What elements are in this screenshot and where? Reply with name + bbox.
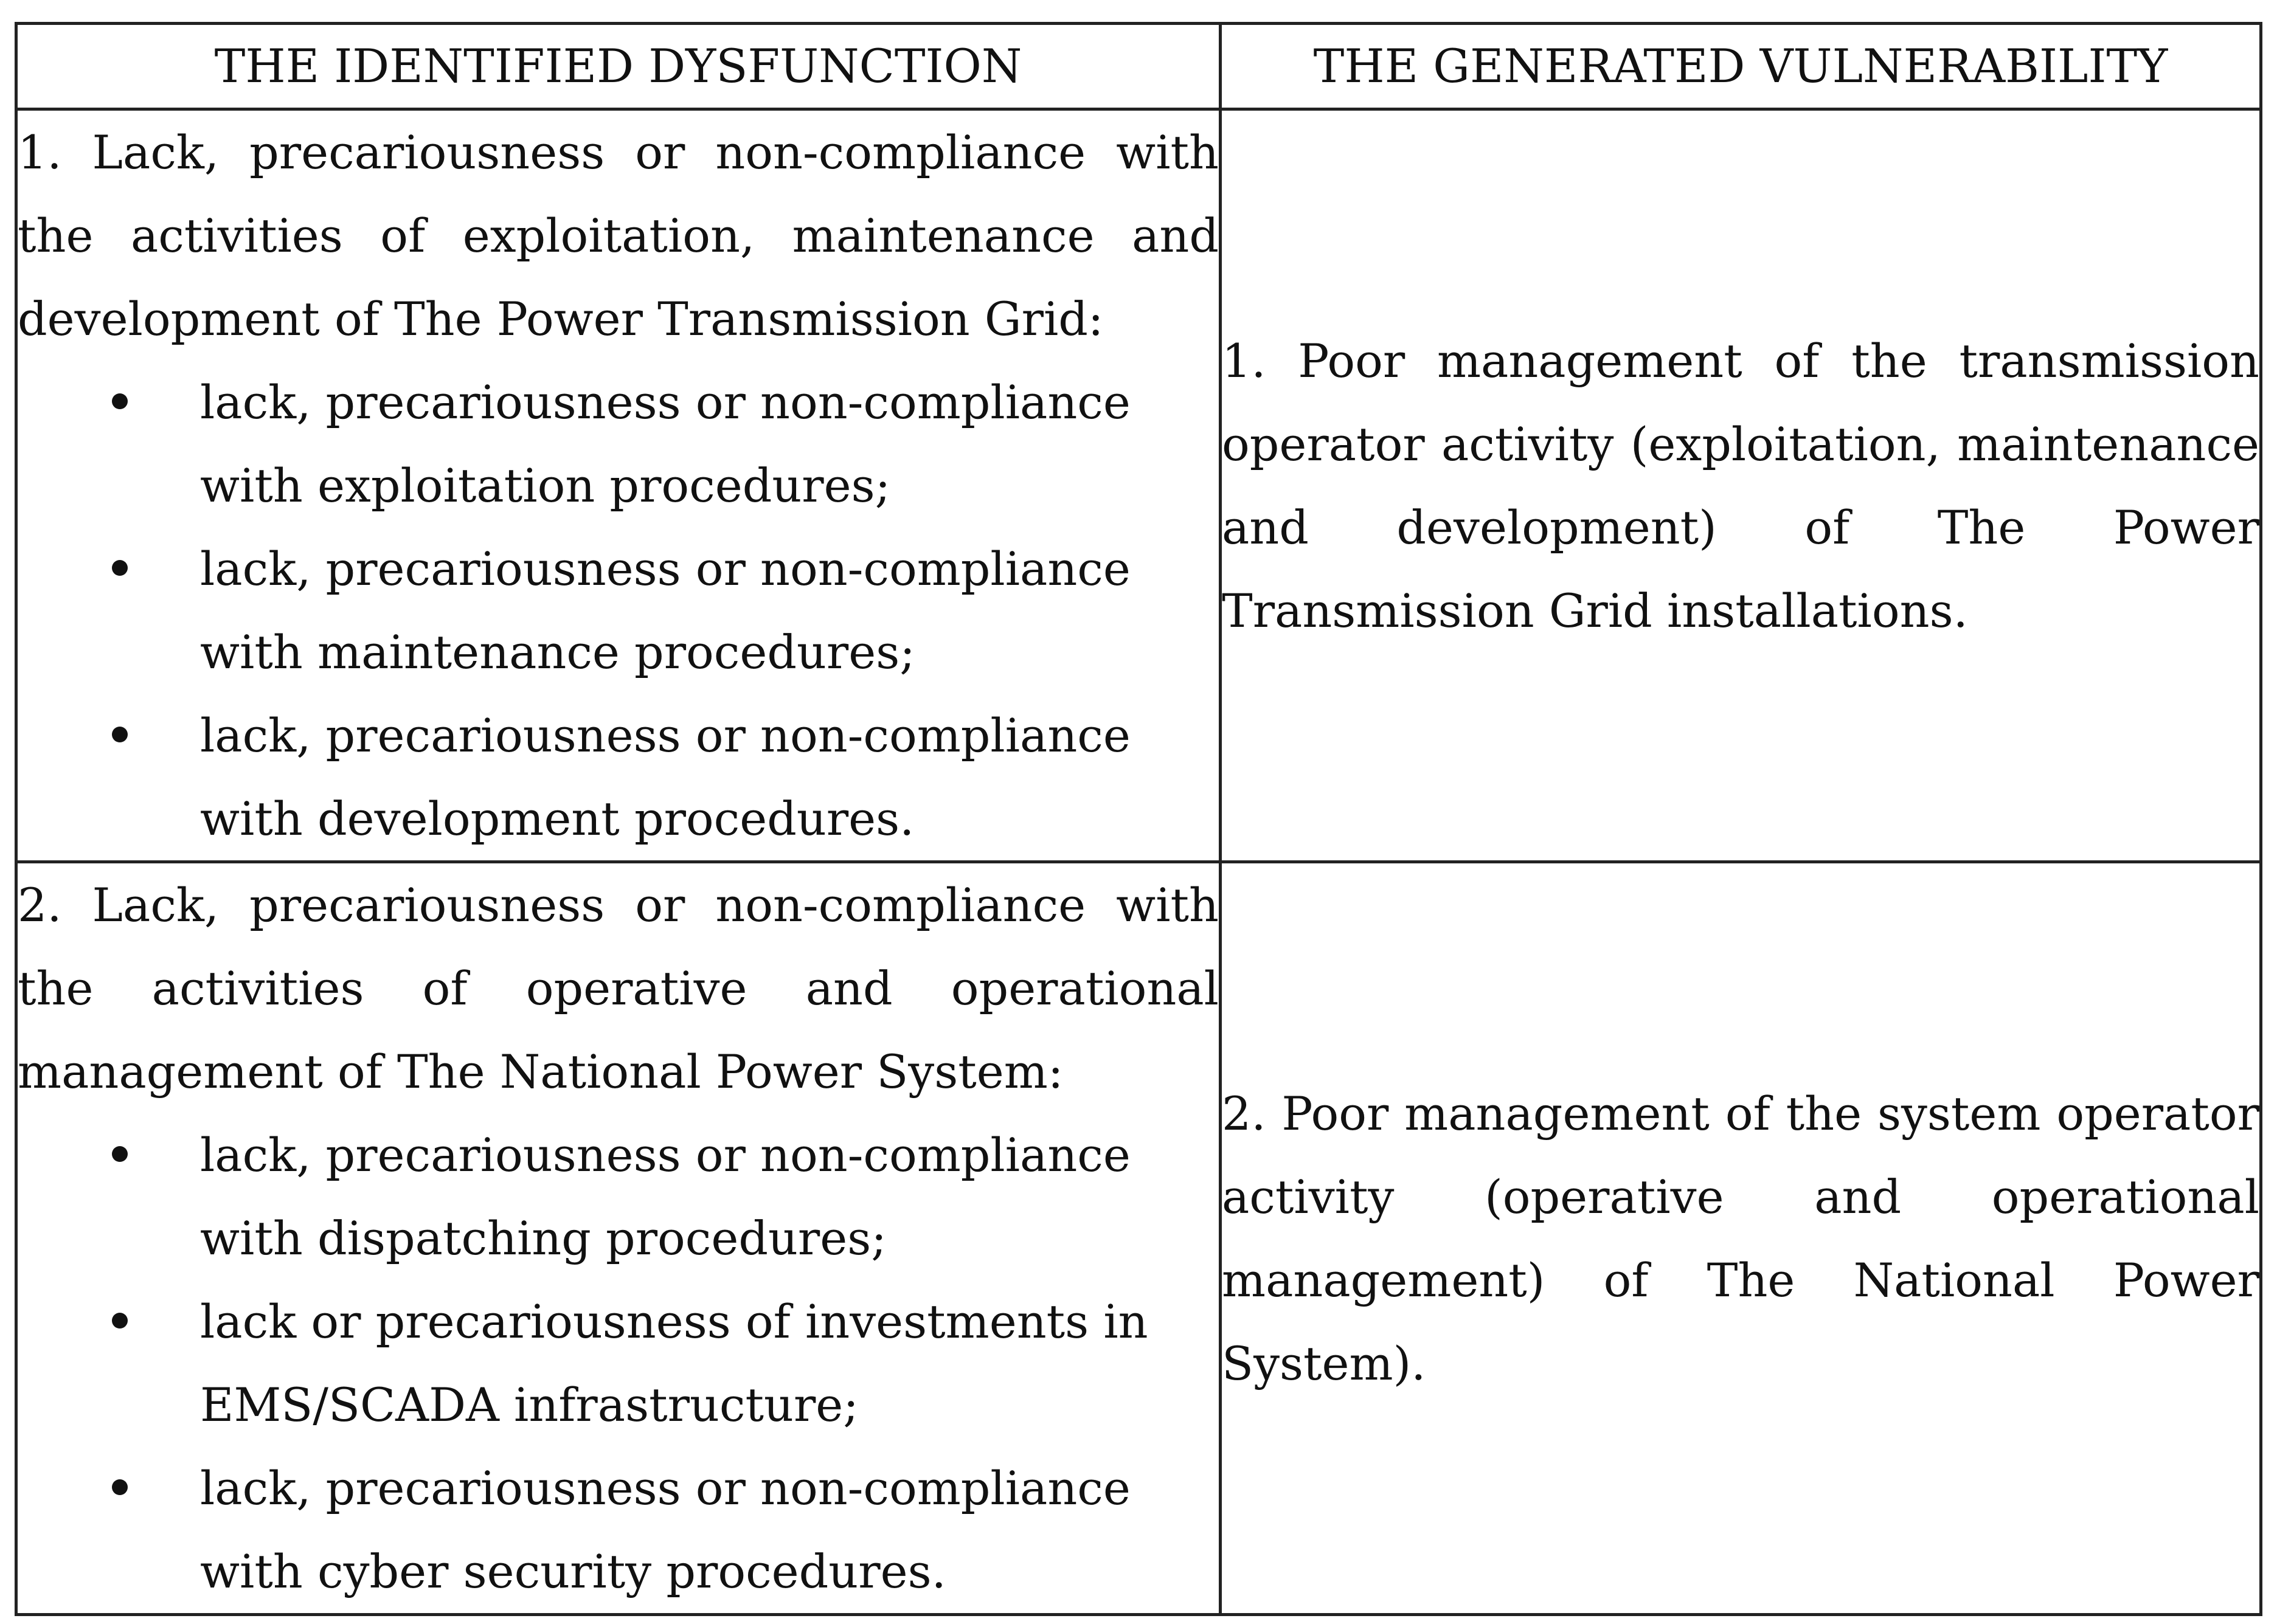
list-item — [18, 694, 1219, 860]
header-generated-vulnerability: THE GENERATED VULNERABILITY — [1221, 24, 2261, 109]
bullet-icon — [112, 1479, 128, 1495]
vulnerability-text: 1. Poor management of the transmission operator activity (exploitation, maintenance and development) of The Power Transmission Grid installations. — [1222, 333, 2259, 638]
table-row — [16, 862, 2261, 1615]
dysfunction-cell — [16, 862, 1221, 1615]
bullet-icon — [112, 560, 128, 576]
list-item — [18, 1280, 1219, 1446]
header-identified-dysfunction: THE IDENTIFIED DYSFUNCTION — [16, 24, 1221, 109]
vulnerability-cell — [1221, 109, 2261, 862]
bullet-text: lack, precariousness or non-compliance with development procedures. — [200, 708, 1131, 846]
vulnerability-text: 2. Poor management of the system operator activity (operative and operational management) of The National Power System). — [1222, 1086, 2259, 1391]
bullet-text: lack, precariousness or non-compliance with cyber security procedures. — [200, 1461, 1131, 1598]
dysfunction-intro: 2. Lack, precariousness or non-compliance with the activities of operative and operational management of The National Power System: — [18, 878, 1219, 1099]
bullet-text: lack or precariousness of investments in EMS/SCADA infrastructure; — [200, 1294, 1148, 1432]
table-header-row — [16, 24, 2261, 109]
bullet-icon — [112, 1146, 128, 1162]
bullet-text: lack, precariousness or non-compliance with maintenance procedures; — [200, 542, 1131, 679]
list-item — [18, 527, 1219, 694]
dysfunction-vulnerability-table — [15, 22, 2262, 1616]
vulnerability-cell — [1221, 862, 2261, 1615]
bullet-text: lack, precariousness or non-compliance with exploitation procedures; — [200, 375, 1131, 513]
dysfunction-bullet-list — [18, 361, 1219, 860]
dysfunction-intro: 1. Lack, precariousness or non-compliance with the activities of exploitation, maintenance and development of The Power Transmission Grid: — [18, 125, 1219, 346]
list-item — [18, 1446, 1219, 1613]
dysfunction-bullet-list — [18, 1113, 1219, 1613]
bullet-icon — [112, 727, 128, 742]
table-row — [16, 109, 2261, 862]
dysfunction-cell — [16, 109, 1221, 862]
bullet-icon — [112, 1313, 128, 1329]
bullet-text: lack, precariousness or non-compliance with dispatching procedures; — [200, 1128, 1131, 1265]
list-item — [18, 1113, 1219, 1280]
list-item — [18, 361, 1219, 527]
bullet-icon — [112, 393, 128, 409]
